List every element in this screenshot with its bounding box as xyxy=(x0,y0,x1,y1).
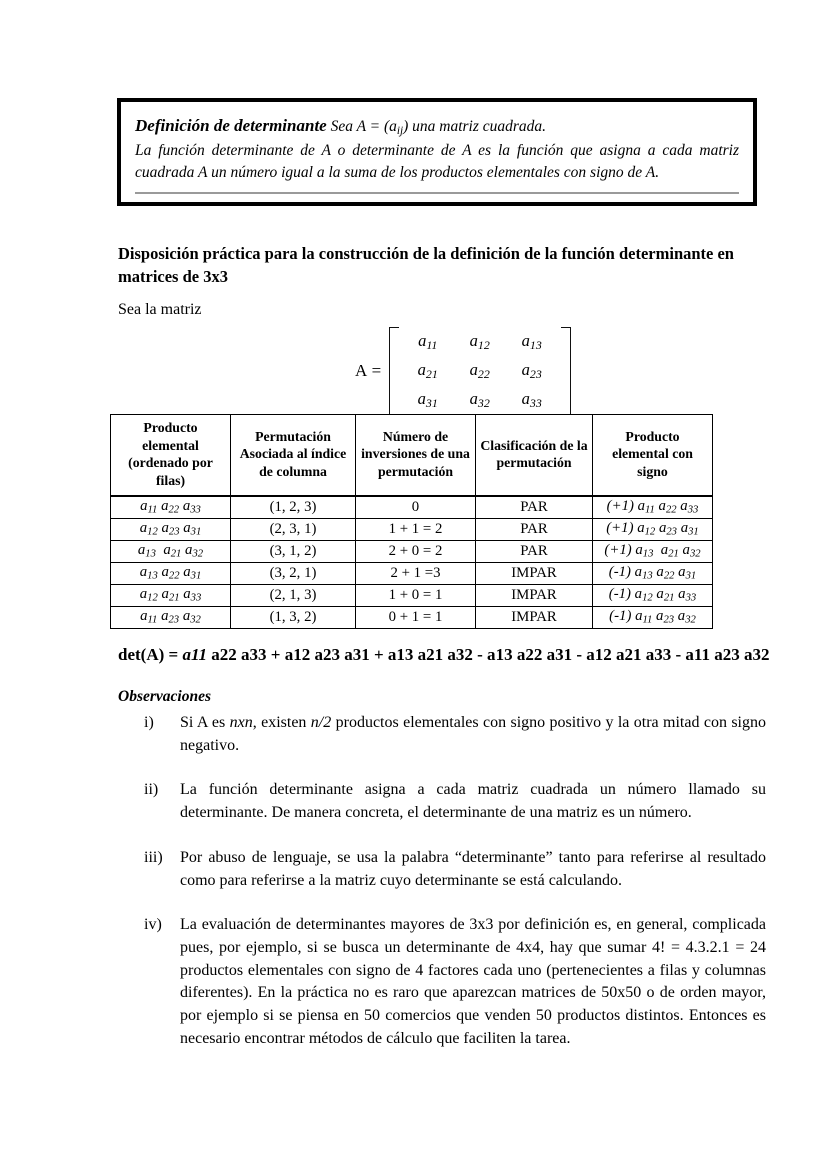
permutations-table xyxy=(110,414,713,629)
cell-permutacion: (1, 3, 2) xyxy=(231,606,356,628)
cell-producto: $a_{11}$ $a_{22}$ $a_{33}$ xyxy=(111,496,231,519)
cell-inversiones: 2 + 1 =3 xyxy=(356,562,476,584)
cell-signo: (-1) $a_{12}$ $a_{21}$ $a_{33}$ xyxy=(593,584,713,606)
matrix-cell-32: $a_{32}$ xyxy=(469,388,490,410)
cell-producto: $a_{11}$ $a_{23}$ $a_{32}$ xyxy=(111,606,231,628)
definition-box xyxy=(117,98,757,206)
table-row xyxy=(111,562,713,584)
table-row xyxy=(111,584,713,606)
cell-inversiones: 2 + 0 = 2 xyxy=(356,540,476,562)
sea-la-matriz-label: Sea la matriz xyxy=(118,301,202,318)
observacion-text: Por abuso de lenguaje, se usa la palabra “determinante” tanto para referirse al resultado como para referirse a la matriz cuyo determinante se está calculando. xyxy=(180,848,766,889)
definition-subscript-ij: ij xyxy=(396,124,404,137)
list-item xyxy=(118,779,766,824)
observacion-text: La evaluación de determinantes mayores de 3x3 por definición es, en general, complicada pues, por ejemplo, si se busca un determinante de 4x4, hay que sumar 4! = 4.3.2.1 = 24 productos elementales con signo de 4 factores cada uno (pertenecientes a filas y columnas diferentes). En la práctica no es raro que aparezcan matrices de 50x50 o de orden mayor, por ejemplo si se piensa en 50 comercios que venden 50 productos distintos. Entonces es necesario encontrar métodos de cálculo que faciliten la tarea. xyxy=(180,916,766,1047)
matrix-right-bracket xyxy=(561,327,571,415)
cell-permutacion: (3, 1, 2) xyxy=(231,540,356,562)
matrix-cell-13: $a_{13}$ xyxy=(521,331,542,352)
observaciones-title: Observaciones xyxy=(118,688,211,705)
table-header-producto-con-signo: Producto elemental con signo xyxy=(593,415,713,496)
cell-signo: (-1) $a_{11}$ $a_{23}$ $a_{32}$ xyxy=(593,606,713,628)
cell-clasificacion: IMPAR xyxy=(476,584,593,606)
cell-clasificacion: PAR xyxy=(476,496,593,519)
observacion-marker: ii) xyxy=(144,781,159,799)
cell-permutacion: (1, 2, 3) xyxy=(231,496,356,519)
observaciones-list xyxy=(118,712,766,1073)
observacion-marker: i) xyxy=(144,714,154,731)
cell-signo: (+1) $a_{11}$ $a_{22}$ $a_{33}$ xyxy=(593,496,713,519)
table-row xyxy=(111,518,713,540)
table-header-clasificacion: Clasificación de la permutación xyxy=(476,415,593,496)
matrix-cell-33: $a_{33}$ xyxy=(521,388,542,410)
table-body xyxy=(111,496,713,629)
table-header-producto-elemental: Producto elemental (ordenado por filas) xyxy=(111,415,231,496)
cell-inversiones: 0 xyxy=(356,496,476,519)
matrix-cell-23: $a_{23}$ xyxy=(521,359,542,381)
section-heading: Disposición práctica para la construcción de la definición de la función determinante en matrices de 3x3 xyxy=(118,244,734,286)
definition-first-line-prefix: Sea A = (a xyxy=(326,118,397,135)
definition-body: La función determinante de A o determinante de A es la función que asigna a cada matriz cuadrada A un número igual a la suma de los productos elementales con signo de A. xyxy=(135,141,739,181)
cell-producto: $a_{12}$ $a_{23}$ $a_{31}$ xyxy=(111,518,231,540)
table-header-permutacion-asociada: Permutación Asociada al índice de columna xyxy=(231,415,356,496)
list-item xyxy=(118,914,766,1050)
cell-producto: $a_{12}$ $a_{21}$ $a_{33}$ xyxy=(111,584,231,606)
matrix-grid xyxy=(399,327,561,415)
matrix-display xyxy=(355,327,571,415)
definition-title: Definición de determinante xyxy=(135,116,327,135)
cell-producto: $a_{13}$ $a_{21}$ $a_{32}$ xyxy=(111,540,231,562)
cell-signo: (-1) $a_{13}$ $a_{22}$ $a_{31}$ xyxy=(593,562,713,584)
cell-clasificacion: PAR xyxy=(476,540,593,562)
table-header-numero-inversiones: Número de inversiones de una permutación xyxy=(356,415,476,496)
matrix-cell-21: $a_{21}$ xyxy=(417,359,438,381)
observacion-text: La función determinante asigna a cada matriz cuadrada un número llamado su determinante. De manera concreta, el determinante de una matriz es un número. xyxy=(180,781,766,822)
list-item xyxy=(118,847,766,892)
matrix-cell-12: $a_{12}$ xyxy=(469,331,490,352)
cell-clasificacion: IMPAR xyxy=(476,606,593,628)
cell-inversiones: 1 + 0 = 1 xyxy=(356,584,476,606)
matrix-cell-11: $a_{11}$ xyxy=(418,331,438,352)
cell-clasificacion: IMPAR xyxy=(476,562,593,584)
cell-permutacion: (2, 1, 3) xyxy=(231,584,356,606)
observacion-marker: iii) xyxy=(144,848,163,866)
observacion-marker: iv) xyxy=(144,916,162,934)
table-row xyxy=(111,496,713,519)
definition-first-line xyxy=(135,114,739,140)
matrix-left-bracket xyxy=(389,327,399,415)
observacion-text: Si A es nxn, existen n/2 productos elementales con signo positivo y la otra mitad con signo negativo. xyxy=(180,714,766,754)
cell-permutacion: (2, 3, 1) xyxy=(231,518,356,540)
cell-signo: (+1) $a_{12}$ $a_{23}$ $a_{31}$ xyxy=(593,518,713,540)
list-item xyxy=(118,712,766,757)
cell-inversiones: 1 + 1 = 2 xyxy=(356,518,476,540)
matrix-lhs-label: A = xyxy=(355,360,382,380)
matrix-cell-31: $a_{31}$ xyxy=(417,388,438,410)
cell-permutacion: (3, 2, 1) xyxy=(231,562,356,584)
matrix-cell-22: $a_{22}$ xyxy=(469,359,490,381)
table-row xyxy=(111,606,713,628)
cell-signo: (+1) $a_{13}$ $a_{21}$ $a_{32}$ xyxy=(593,540,713,562)
cell-clasificacion: PAR xyxy=(476,518,593,540)
definition-first-line-suffix: ) una matriz cuadrada. xyxy=(403,118,547,135)
cell-producto: $a_{13}$ $a_{22}$ $a_{31}$ xyxy=(111,562,231,584)
table-row xyxy=(111,540,713,562)
definition-inner-rule xyxy=(135,192,739,194)
determinant-formula: det(A) = a11 a22 a33 + a12 a23 a31 + a13 a21 a32 - a13 a22 a31 - a12 a21 a33 - a11 a23 a32 xyxy=(118,645,770,664)
table-header-row xyxy=(111,415,713,496)
cell-inversiones: 0 + 1 = 1 xyxy=(356,606,476,628)
